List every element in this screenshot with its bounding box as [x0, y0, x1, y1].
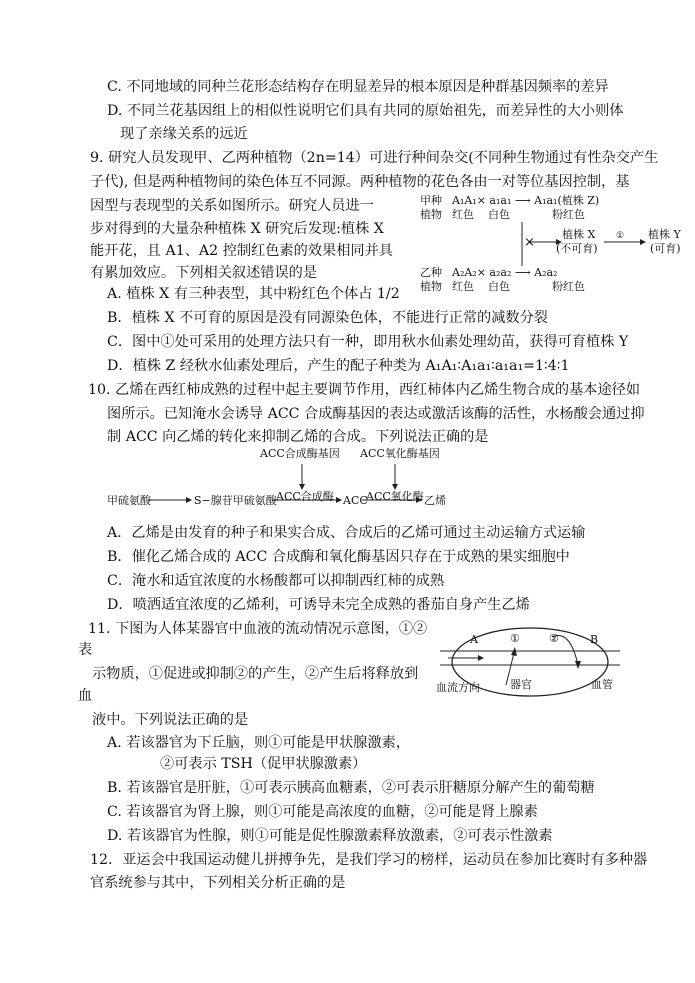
q10-option-b: B．催化乙烯合成的 ACC 合成酶和氧化酶基因只存在于成熟的果实细胞中	[107, 549, 570, 565]
q11-stem-line3: 液中。下列说法正确的是	[92, 712, 249, 728]
q9-stem-line5: 能开花，且 A1、A2 控制红色素的效果相同并具	[90, 243, 393, 259]
q11-stem-line2b: 血	[78, 688, 93, 704]
ethylene: 乙烯	[424, 494, 446, 507]
yi-label: 乙种	[420, 266, 442, 279]
q11-option-a-cont: ②可表示 TSH（促甲状腺激素）	[160, 756, 367, 772]
q11-stem-line2: 示物质，①促进或抑制②的产生，②产生后将释放到	[92, 666, 419, 682]
q10-stem-line3: 制 ACC 向乙烯的转化来抑制乙烯的合成。下列说法正确的是	[107, 429, 489, 445]
acc-synthase: ACC合成酶	[276, 490, 334, 503]
q9-option-c: C．图中①处可采用的处理方法只有一种，即用秋水仙素处理幼苗，获得可育植株 Y	[107, 334, 629, 350]
acc-oxidase: ACC氧化酶	[366, 490, 424, 503]
acc: ACC	[343, 494, 368, 507]
acc-synthase-gene: ACC合成酶基因	[260, 447, 340, 460]
q8-option-d: D. 不同兰花基因组上的相似性说明它们具有共同的原始祖先，而差异性的大小则体	[107, 103, 624, 119]
q11-stem-line1b: 表	[78, 642, 93, 658]
yi-cross: A₂A₂× a₂a₂ ⟶ A₂a₂	[452, 266, 558, 279]
q9-stem-line6: 有累加效应。下列相关叙述错误的是	[90, 265, 318, 281]
q12-stem-line2: 官系统参与其中，下列相关分析正确的是	[90, 875, 346, 891]
plant-y: 植株 Y	[648, 228, 681, 241]
plant-y-fertile: (可育)	[650, 242, 681, 255]
vessel-label: 血管	[591, 678, 613, 691]
jia-label2: 植物	[420, 208, 442, 221]
q9-option-d: D．植株 Z 经秋水仙素处理后，产生的配子种类为 A₁A₁∶A₁a₁∶a₁a₁=1∶4∶1	[107, 358, 570, 374]
q8-option-d-cont: 现了亲缘关系的远近	[120, 126, 248, 142]
flow-direction: 血流方向	[436, 681, 480, 694]
q9-option-a: A. 植株 X 有三种表型，其中粉红色个体占 1/2	[107, 286, 400, 302]
q11-option-b: B. 若该器官是肝脏，①可表示胰高血糖素，②可表示肝糖原分解产生的葡萄糖	[107, 780, 595, 796]
q11-option-d: D. 若该器官为性腺，则①可能是促性腺激素释放激素，②可表示性激素	[107, 828, 553, 844]
q9-stem-line2: 子代), 但是两种植物间的染色体互不同源。两种植物的花色各由一对等位基因控制，基	[90, 174, 630, 190]
methionine: 甲硫氨酸	[107, 494, 151, 507]
q12-stem-line1: 12．亚运会中我国运动健儿拼搏争先，是我们学习的榜样，运动员在参加比赛时有多种器	[90, 852, 648, 868]
q9-option-b: B．植株 X 不可育的原因是没有同源染色体，不能进行正常的减数分裂	[107, 310, 548, 326]
substance-2: ②	[549, 632, 559, 645]
q10-option-c: C．淹水和适宜浓度的水杨酸都可以抑制西红柿的成熟	[107, 573, 445, 589]
yi-colors: 红色 白色 粉红色	[452, 280, 585, 293]
q9-stem-line3: 因型与表现型的关系如图所示。研究人员进一	[90, 198, 374, 214]
plant-x-sterile: (不可育)	[556, 242, 598, 255]
q10-option-d: D．喷洒适宜浓度的乙烯利，可诱导未完全成熟的番茄自身产生乙烯	[107, 597, 530, 613]
q11-option-c: C. 若该器官为肾上腺，则①可能是高浓度的血糖，②可能是肾上腺素	[107, 804, 538, 820]
jia-cross: A₁A₁× a₁a₁ ⟶ A₁a₁(植株 Z)	[452, 194, 600, 207]
label-a: A	[470, 633, 478, 646]
substance-1: ①	[510, 632, 520, 645]
sam: S−腺苷甲硫氨酸	[194, 494, 277, 507]
q9-stem-line4: 步对得到的大量杂种植株 X 研究后发现:植株 X	[90, 221, 384, 237]
plant-x: 植株 X	[562, 228, 596, 241]
q10-stem-line1: 10. 乙烯在西红柿成熟的过程中起主要调节作用，西红柿体内乙烯生物合成的基本途径如	[88, 382, 641, 398]
jia-colors: 红色 白色 粉红色	[452, 208, 585, 221]
q10-option-a: A．乙烯是由发育的种子和果实合成、合成后的乙烯可通过主动运输方式运输	[107, 525, 586, 541]
yi-label2: 植物	[420, 280, 442, 293]
q8-option-c: C. 不同地域的同种兰花形态结构存在明显差异的根本原因是种群基因频率的差异	[107, 79, 609, 95]
organ-label: 器官	[510, 678, 532, 691]
treatment-circle-1: ①	[616, 231, 625, 241]
q10-stem-line2: 图所示。已知淹水会诱导 ACC 合成酶基因的表达或激活该酶的活性，水杨酸会通过抑	[107, 406, 645, 422]
times-icon: ×	[524, 235, 535, 250]
q9-stem-line1: 9. 研究人员发现甲、乙两种植物（2n=14）可进行种间杂交(不同种生物通过有性杂交产生	[90, 150, 659, 166]
acc-oxidase-gene: ACC氧化酶基因	[360, 447, 440, 460]
q11-stem-line1: 11. 下图为人体某器官中血液的流动情况示意图，①②	[88, 621, 428, 637]
label-b: B	[590, 633, 599, 646]
q11-option-a: A. 若该器官为下丘脑，则①可能是甲状腺激素，	[107, 735, 411, 751]
jia-label: 甲种	[420, 194, 442, 207]
